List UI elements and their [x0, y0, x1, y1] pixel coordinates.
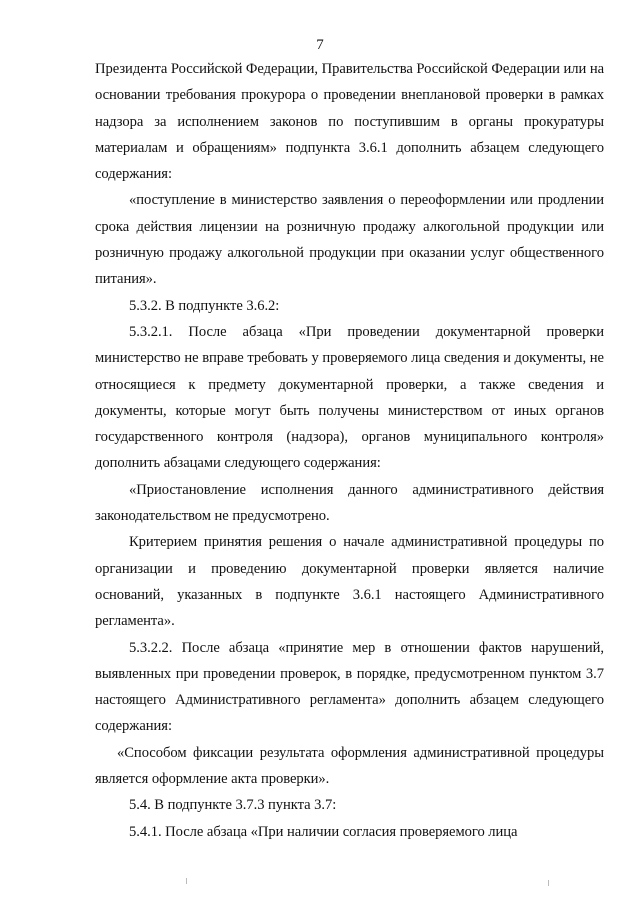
paragraph-5-4: 5.4. В подпункте 3.7.3 пункта 3.7: — [129, 797, 337, 814]
paragraph-quote-license: «поступление в министерство заявления о переоформлении или продлении срока действия лицензии на розничную продажу алкогольной продукции или розничную продажу алкогольной продукции при оказании услуг общественного питания». — [95, 192, 604, 288]
page-number: 7 — [316, 37, 324, 53]
paragraph-continuation: Президента Российской Федерации, Правительства Российской Федерации или на основании требования прокурора о проведении внеплановой проверки в рамках надзора за исполнением законов по поступившим в органы прокуратуры материалам и обращениям» подпункта 3.6.1 дополнить абзацем следующего содержания: — [95, 61, 605, 183]
document-body — [95, 56, 604, 845]
paragraph-criterion: Критерием принятия решения о начале административной процедуры по организации и проведению документарной проверки является наличие оснований, указанных в подпункте 3.6.1 настоящего Административного регламента». — [95, 534, 604, 630]
paragraph-5-3-2-1: 5.3.2.1. После абзаца «При проведении документарной проверки министерство не вправе требовать у проверяемого лица сведения и документы, не относящиеся к предмету документарной проверки, а также сведения и документы, которые могут быть получены министерством от иных органов государственного контроля (надзора), органов муниципального контроля» дополнить абзацами следующего содержания: — [95, 323, 604, 472]
paragraph-5-3-2-2: 5.3.2.2. После абзаца «принятие мер в отношении фактов нарушений, выявленных при проведении проверок, в порядке, предусмотренном пунктом 3.7 настоящего Административного регламента» дополнить абзацем следующего содержания: — [95, 639, 604, 735]
paragraph-quote-fixation: «Способом фиксации результата оформления административной процедуры является оформление акта проверки». — [95, 744, 604, 788]
paragraph-5-3-2: 5.3.2. В подпункте 3.6.2: — [129, 297, 280, 314]
scan-artifact-mark — [186, 878, 187, 884]
paragraph-quote-suspension: «Приостановление исполнения данного административного действия законодательством не предусмотрено. — [95, 481, 604, 525]
scan-artifact-mark — [548, 880, 549, 886]
paragraph-5-4-1: 5.4.1. После абзаца «При наличии согласия проверяемого лица — [129, 823, 518, 840]
